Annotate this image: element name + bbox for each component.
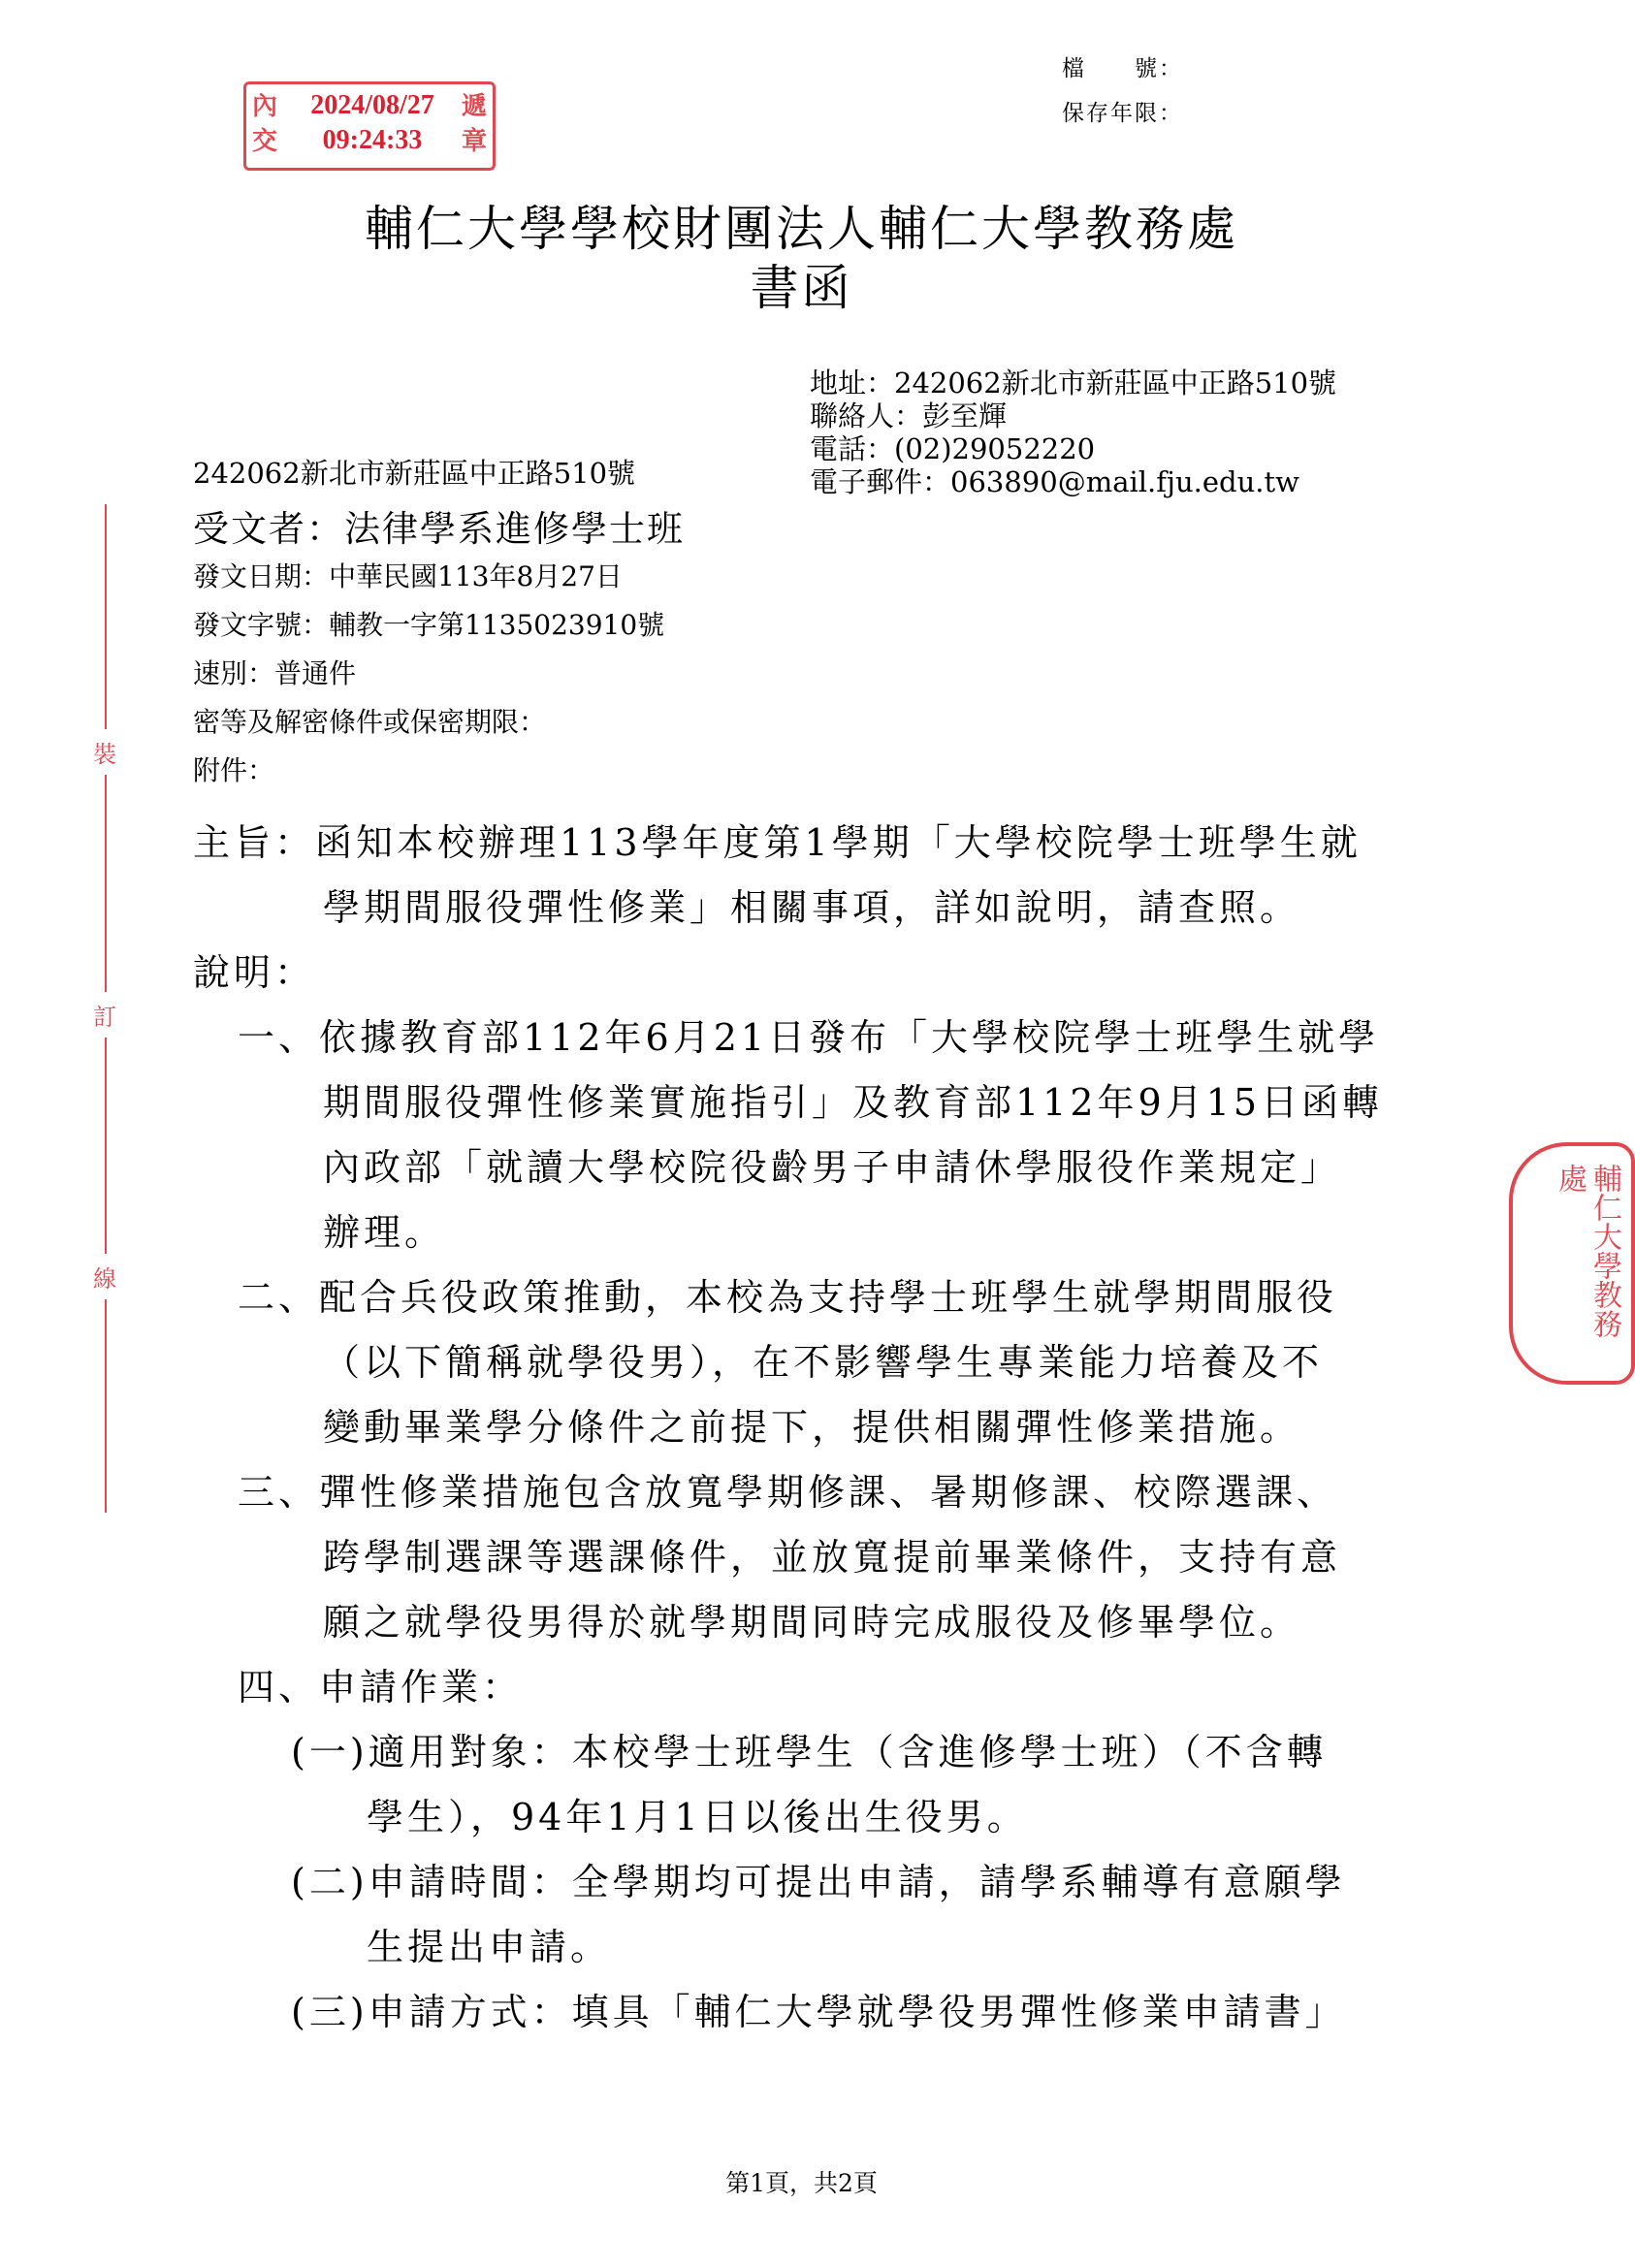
item-4-3-line-1: (三)申請方式：填具「輔仁大學就學役男彈性修業申請書」: [291, 1991, 1346, 2033]
confidentiality: 密等及解密條件或保密期限：: [193, 706, 547, 738]
item-1-line-2: 期間服役彈性修業實施指引」及教育部112年9月15日函轉: [323, 1081, 1384, 1124]
dispatch-stamp: [243, 81, 496, 171]
binding-mark-xian: 線: [93, 1254, 116, 1299]
stamp-left-char-2: 交: [252, 127, 278, 156]
contact-block: [810, 367, 1336, 498]
file-number-label: 檔 號：: [1062, 56, 1183, 81]
recipient-address: 242062新北市新莊區中正路510號: [193, 457, 636, 490]
binding-mark-ding: 訂: [93, 992, 116, 1038]
item-4-2-line-1: (二)申請時間：全學期均可提出申請，請學系輔導有意願學: [291, 1861, 1346, 1903]
explanation-heading: 說明：: [193, 951, 316, 994]
item-4-1-line-2: 學生），94年1月1日以後出生役男。: [367, 1796, 1028, 1838]
subject-line-2: 學期間服役彈性修業」相關事項，詳如說明，請查照。: [323, 886, 1301, 929]
stamp-left-char-1: 內: [252, 92, 278, 121]
item-4-heading: 四、申請作業：: [238, 1666, 524, 1709]
item-3-line-3: 願之就學役男得於就學期間同時完成服役及修畢學位。: [323, 1601, 1301, 1644]
binding-mark-zhuang: 裝: [93, 729, 116, 775]
page-number: 第1頁，共2頁: [725, 2169, 878, 2197]
contact-phone: 電話：(02)29052220: [810, 432, 1096, 465]
retention-period-label: 保存年限：: [1062, 101, 1183, 126]
speed-category: 速別：普通件: [193, 657, 357, 689]
official-seal: 輔仁大學教務處: [1509, 1142, 1635, 1385]
document-number: 發文字號：輔教一字第1135023910號: [193, 609, 665, 641]
item-3-line-2: 跨學制選課等選課條件，並放寬提前畢業條件，支持有意: [323, 1536, 1342, 1579]
item-3-line-1: 三、彈性修業措施包含放寬學期修課、暑期修課、校際選課、: [238, 1471, 1338, 1514]
item-1-line-3: 內政部「就讀大學校院役齡男子申請休學服役作業規定」: [323, 1146, 1342, 1189]
item-2-line-2: （以下簡稱就學役男），在不影響學生專業能力培養及不: [323, 1341, 1324, 1384]
recipient: 受文者：法律學系進修學士班: [193, 508, 685, 550]
item-1-line-4: 辦理。: [323, 1211, 446, 1254]
contact-person: 聯絡人：彭至輝: [810, 399, 1008, 432]
contact-email: 電子郵件：063890@mail.fju.edu.tw: [810, 465, 1299, 498]
meta-block: [193, 553, 664, 795]
sender-address: 地址：242062新北市新莊區中正路510號: [810, 367, 1337, 399]
item-1-line-1: 一、依據教育部112年6月21日發布「大學校院學士班學生就學: [238, 1016, 1380, 1059]
item-4-1-line-1: (一)適用對象：本校學士班學生（含進修學士班）（不含轉: [291, 1731, 1328, 1773]
stamp-time: 09:24:33: [322, 125, 423, 155]
subject-line-1: 主旨：函知本校辦理113學年度第1學期「大學校院學士班學生就: [193, 821, 1362, 864]
item-2-line-1: 二、配合兵役政策推動，本校為支持學士班學生就學期間服役: [238, 1276, 1338, 1319]
item-2-line-3: 變動畢業學分條件之前提下，提供相關彈性修業措施。: [323, 1406, 1301, 1449]
issue-date: 發文日期：中華民國113年8月27日: [193, 560, 623, 592]
document-title: 輔仁大學學校財團法人輔仁大學教務處: [365, 201, 1238, 257]
stamp-date: 2024/08/27: [310, 90, 434, 120]
stamp-right-char-2: 章: [461, 127, 487, 156]
attachment: 附件：: [193, 754, 275, 786]
stamp-right-char-1: 遞: [461, 92, 487, 121]
document-type: 書函: [750, 260, 853, 316]
item-4-2-line-2: 生提出申請。: [367, 1926, 612, 1968]
